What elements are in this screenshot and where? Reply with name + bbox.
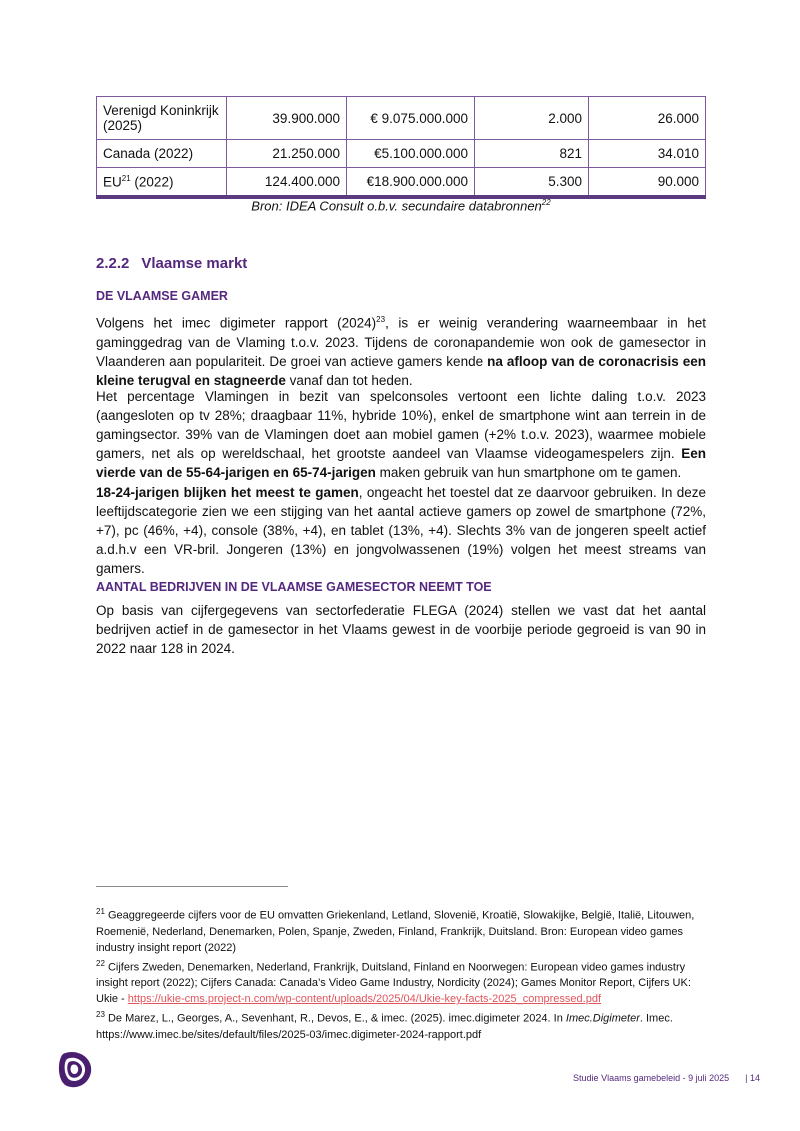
text: vanaf dan tot heden. [285, 372, 413, 388]
bold-text: 18-24-jarigen blijken het meest te gamen [96, 485, 359, 500]
page-number: | 14 [745, 1073, 760, 1083]
paragraph: Op basis van cijfergegevens van sectorfederatie FLEGA (2024) stellen we vast dat het aantal bedrijven actief in de gamesector in het Vlaams gewest in de voorbije periode gegroeid is van 90 in 2022 naar 128 in 2024. [96, 603, 706, 656]
section-heading [96, 255, 259, 272]
table-cell: 821 [475, 140, 589, 168]
games-market-table [96, 96, 706, 199]
paragraph [96, 387, 706, 482]
subheading: DE VLAAMSE GAMER [96, 289, 228, 303]
footnote-ref: 23 [376, 315, 386, 324]
paragraph [96, 310, 706, 390]
section-title: Vlaamse markt [141, 255, 248, 272]
footnote-ref: 21 [121, 173, 131, 183]
table-cell: 39.900.000 [227, 97, 347, 140]
italic-text: Imec.Digimeter [565, 1012, 640, 1025]
table-row [97, 140, 706, 168]
table-cell: €18.900.000.000 [347, 168, 475, 198]
table-cell: 21.250.000 [227, 140, 347, 168]
footnote-number: 22 [96, 958, 105, 968]
source-text: Bron: IDEA Consult o.b.v. secundaire databronnen [251, 198, 542, 214]
table-cell: 124.400.000 [227, 168, 347, 198]
section-number: 2.2.2 [96, 255, 130, 272]
table-source [96, 198, 706, 213]
bold-text: na afloop van de coronacrisis een kleine terugval en stagneerde [96, 353, 706, 388]
footer-title: Studie Vlaams gamebeleid - 9 juli 2025 [573, 1073, 730, 1083]
table-cell: 5.300 [475, 168, 589, 198]
ukie-link[interactable]: https://ukie-cms.project-n.com/wp-content/uploads/2025/04/Ukie-key-facts-2025_compressed.pdf [127, 993, 602, 1006]
text: De Marez, L., Georges, A., Sevenhant, R., Devos, E., & imec. (2025). imec.digimeter 2024. In [104, 1012, 566, 1025]
bold-text: Een vierde van de 55-64-jarigen en 65-74-jarigen [96, 446, 706, 480]
table-cell: 2.000 [475, 97, 589, 140]
text: Geaggregeerde cijfers voor de EU omvatten Griekenland, Letland, Slovenië, Kroatië, Slowakijke, België, Italië, Litouwen, Roemenië, Nederland, Denemarken, Polen, Spanje, Zweden, Finland, Frankrijk, Duitsland. Bron: European video games industry insight report (2022) [96, 909, 695, 954]
footnote-number: 21 [96, 907, 105, 916]
paragraph [96, 483, 706, 578]
table-cell: Verenigd Koninkrijk (2025) [97, 97, 227, 140]
cell-text: (2022) [130, 174, 174, 190]
page-footer [557, 1073, 760, 1083]
text: maken gebruik van hun smartphone om te gamen. [375, 465, 682, 480]
text: Het percentage Vlamingen in bezit van spelconsoles vertoont een lichte daling t.o.v. 2023 (aangesloten op tv 28%; draagbaar 11%, hybride 10%), enkel de smartphone wint aan terrein in de gamingsector. 39% van de Vlamingen doet aan mobiel gamen (+2% t.o.v. 2023), waarmee mobiele gamers, net als op wereldschaal, het grootste aandeel van Vlaamse videogamespelers zijn. [96, 389, 706, 461]
table-row [97, 97, 706, 140]
footnote-separator [96, 886, 288, 887]
table-cell: 90.000 [589, 168, 706, 198]
table-cell [97, 168, 227, 198]
text: Volgens het imec digimeter rapport (2024) [96, 315, 377, 331]
text: , ongeacht het toestel dat ze daarvoor gebruiken. In deze leeftijdscategorie zien we een stijging van het aantal actieve gamers op zowel de smartphone (72%, +7), pc (46%, +4), console (38%, +4), en tablet (13%, +4). Slechts 3% van de jongeren speelt actief a.d.h.v een VR-bril. Jongeren (13%) en jongvolwassenen (19%) volgen het meest streams van gamers. [96, 485, 706, 576]
footnote-number: 23 [96, 1010, 105, 1020]
table-row [97, 168, 706, 198]
table-cell: 34.010 [589, 140, 706, 168]
table-cell: € 9.075.000.000 [347, 97, 475, 140]
logo-icon [55, 1050, 95, 1090]
footnote-23 [96, 1007, 706, 1043]
table-cell: Canada (2022) [97, 140, 227, 168]
table-cell: 26.000 [589, 97, 706, 140]
footnote-ref: 22 [541, 198, 551, 207]
footnote-22 [96, 956, 706, 1008]
text: , is er weinig verandering waarneembaar in het gaminggedrag van de Vlaming t.o.v. 2023. Tijdens de coronapandemie won ook de gamesector in Vlaanderen aan populariteit. De groei van actieve gamers kende [96, 315, 706, 369]
cell-text: EU [103, 174, 122, 190]
footnotes [96, 904, 706, 1043]
footnote-21 [96, 904, 706, 956]
subheading: AANTAL BEDRIJVEN IN DE VLAAMSE GAMESECTOR NEEMT TOE [96, 580, 492, 594]
text: Cijfers Zweden, Denemarken, Nederland, Frankrijk, Duitsland, Finland en Noorwegen: European video games industry insight report (2022); Cijfers Canada: Canada’s Video Game Industry, Nordicity (2024); Games Monitor Report, Cijfers UK: Ukie - [96, 961, 691, 1006]
text: . Imec. https://www.imec.be/sites/default/files/2025-03/imec.digimeter-2024-rapport.pdf [96, 1012, 673, 1041]
table-cell: €5.100.000.000 [347, 140, 475, 168]
